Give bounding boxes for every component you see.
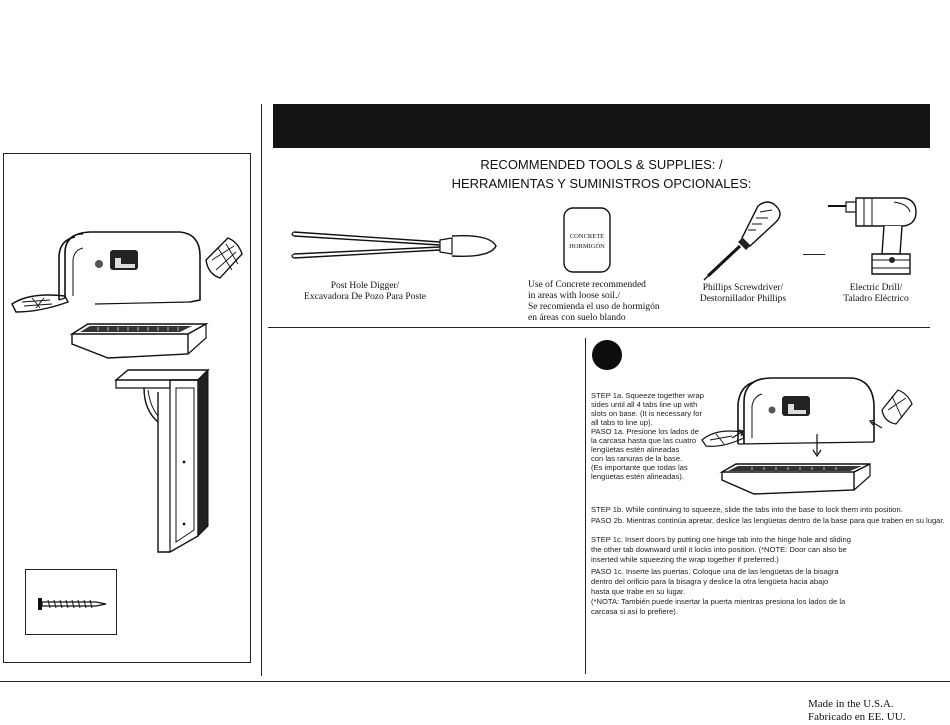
drill-label-en: Electric Drill/ xyxy=(849,283,903,293)
screw-icon xyxy=(36,596,108,612)
step-1c-es-line-4: (*NOTA: También puede insertar la puerta mientras presiona los lados de la xyxy=(591,597,846,606)
step-1a-es-line-2: la carcasa hasta que las cuatro xyxy=(591,436,697,445)
mounting-post-icon xyxy=(110,366,210,558)
tools-section-divider xyxy=(268,327,930,328)
post-hole-digger-icon xyxy=(290,226,500,266)
step-1b-en: STEP 1b. While continuing to squeeze, slide the tabs into the base to lock them into position. xyxy=(591,505,903,514)
screwdriver-label-es: Destornillador Phillips xyxy=(699,294,787,304)
header-bar xyxy=(273,104,930,148)
step-1c-es-line-3: hasta que trabe en su lugar. xyxy=(591,587,686,596)
concrete-note-line-2: in areas with loose soil./ xyxy=(528,291,621,301)
step-1b-es: PASO 2b. Mientras continúa apretar, deslice las lengüetas dentro de la base para que traben en su lugar. xyxy=(591,516,945,525)
steps-column-divider xyxy=(585,338,586,674)
step-1c-en-line-3: inserted while squeezing the wrap together if preferred.) xyxy=(591,555,779,564)
step-1c-es-line-1: PASO 1c. Inserte las puertas. Coloque una de las lengüetas de la bisagra xyxy=(591,567,839,576)
door-right-icon xyxy=(200,234,246,284)
step-1a-es-line-5: (Es importante que todas las xyxy=(591,463,688,472)
step-1a-es-line-3: lengüetas estén alineadas xyxy=(591,445,680,454)
made-in-usa-es: Fabricado en EE. UU. xyxy=(808,711,906,723)
step-1-marker xyxy=(592,340,622,370)
concrete-note-line-4: en áreas con suelo blando xyxy=(528,313,626,323)
tools-heading-en: RECOMMENDED TOOLS & SUPPLIES: / xyxy=(480,157,723,172)
made-in-usa-en: Made in the U.S.A. xyxy=(808,698,894,710)
post-hole-digger-label-en: Post Hole Digger/ xyxy=(330,281,400,291)
screwdriver-label-en: Phillips Screwdriver/ xyxy=(702,283,784,293)
door-left-icon xyxy=(10,290,72,316)
concrete-note-line-3: Se recomienda el uso de hormigón xyxy=(528,302,660,312)
tools-heading-es: HERRAMIENTAS Y SUMINISTROS OPCIONALES: xyxy=(451,176,752,191)
step-1a-es-line-4: con las ranuras de la base. xyxy=(591,454,683,463)
step-1c-en-line-2: the other tab downward until it locks into position. (*NOTE: Door can also be xyxy=(591,545,847,554)
step-1a-en-line-2: sides until all 4 tabs line up with xyxy=(591,400,698,409)
step-1-assembly-icon xyxy=(702,374,922,500)
step-1a-es-line-1: PASO 1a. Presione los lados de xyxy=(591,427,699,436)
footer-divider xyxy=(0,681,950,682)
concrete-note-line-1: Use of Concrete recommended xyxy=(528,280,646,290)
mailbox-base-icon xyxy=(68,318,210,362)
electric-drill-icon xyxy=(824,194,918,280)
concrete-bag-text-es: HORMIGÓN xyxy=(569,243,605,250)
step-1c-en-line-1: STEP 1c. Insert doors by putting one hinge tab into the hinge hole and sliding xyxy=(591,535,851,544)
phillips-screwdriver-icon xyxy=(698,196,788,282)
concrete-bag-text-en: CONCRETE xyxy=(569,233,605,240)
post-hole-digger-label-es: Excavadora De Pozo Para Poste xyxy=(304,292,426,302)
step-1a-en-line-3: slots on base. (It is necessary for xyxy=(591,409,702,418)
step-1a-en-line-1: STEP 1a. Squeeze together wrap xyxy=(591,391,704,400)
tools-separator-dash xyxy=(803,254,825,255)
left-column-divider xyxy=(261,104,262,676)
drill-label-es: Taladro Eléctrico xyxy=(843,294,909,304)
step-1a-en-line-4: all tabs to line up). xyxy=(591,418,653,427)
step-1c-es-line-5: carcasa si así lo prefiere). xyxy=(591,607,678,616)
step-1c-es-line-2: dentro del orificio para la bisagra y deslice la otra lengüeta hacia abajo xyxy=(591,577,829,586)
step-1a-es-line-6: lengüetas estén alineadas). xyxy=(591,472,684,481)
mailbox-wrap-icon xyxy=(55,228,205,308)
